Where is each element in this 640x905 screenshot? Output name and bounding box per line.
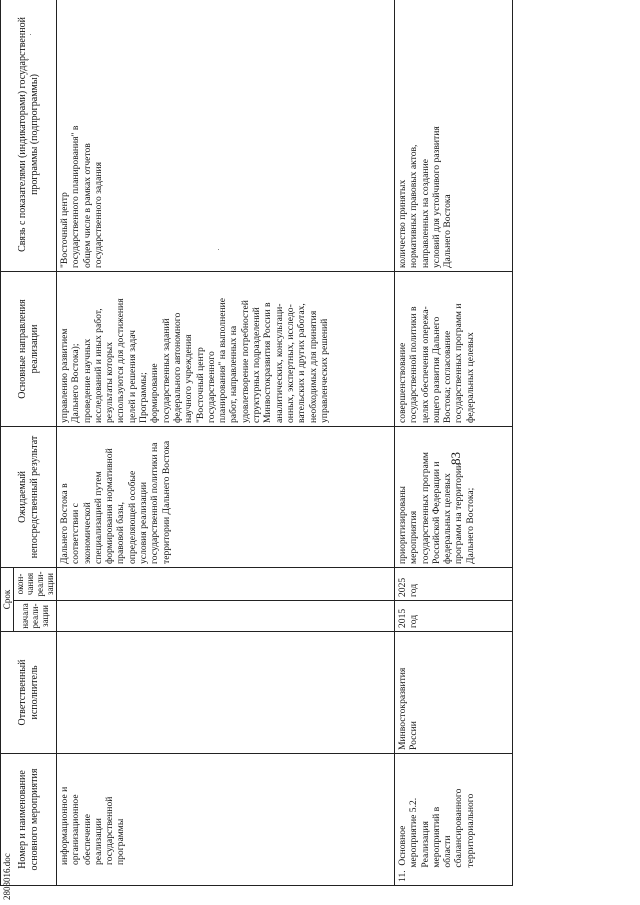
header-indicators-link: Связь с показателями (индикаторами) государственной программы (подпрограммы) [1, 0, 57, 271]
cell-executor [57, 632, 395, 754]
header-term-start: начала реали-зации [14, 601, 57, 632]
page-number: 83 [448, 452, 463, 465]
header-executor: Ответственный исполнитель [1, 632, 57, 754]
header-term: Срок [1, 567, 14, 631]
scan-speck [30, 34, 31, 35]
cell-expected-result: Дальнего Востока в соответствии с экономической специализацией путем формирования нормативной правовой базы, определяющей особые условия реализации государственной политики на территории Дальнего Востока [57, 426, 395, 567]
cell-indicators-link: количество принятых нормативных правовых актов, направленных на создание условий для устойчивого развития Дальнего Востока [395, 0, 513, 271]
cell-number-name: информационное и организационное обеспечение реализации государственной программы [57, 754, 395, 886]
table-row [57, 0, 395, 886]
cell-end [57, 567, 395, 600]
header-number-name: Номер и наименование основного мероприятия [1, 754, 57, 886]
cell-number-name: 11. Основное мероприятие 5.2. Реализация мероприятий в области сбалансированного территориального [395, 754, 513, 886]
table-header-row [1, 0, 14, 886]
scan-speck [28, 59, 29, 60]
scan-speck [218, 249, 219, 250]
document-id: 2803016.doc [2, 853, 12, 900]
cell-directions: совершенствование государственной политики в целях обеспечения опережа- ющего развития Дальнего Востока; согласование государственных программ и федеральных целевых [395, 271, 513, 426]
cell-indicators-link: "Восточный центр государственного планирования" в общем числе в рамках отчетов государственного задания [57, 0, 395, 271]
header-expected-result: Ожидаемый непосредственный результат [1, 426, 57, 567]
header-directions: Основные направления реализации [1, 271, 57, 426]
header-term-end: окон-чания реали-зации [14, 567, 57, 600]
table-row [395, 0, 513, 886]
cell-end: 2025 год [395, 567, 513, 600]
cell-executor: Минвостокразвития России [395, 632, 513, 754]
cell-expected-result: приоритизированы мероприятия государственных программ Российской Федерации и федеральных целевых программ на территории Дальнего Востока; [395, 426, 513, 567]
cell-directions: управлению развитием Дальнего Востока); проведение научных исследований и иных работ, результаты которых используются для достижения целей и решения задач Программы; формирование государственных заданий федерального автономного научного учреждения "Восточный центр государственного планирования" на выполнение работ, направленных на удовлетворение потребностей структурных подразделений Минвостокразвития России в аналитических, консультаци- онных, экспертных, исследо- вательских и других работах, необходимых для принятия управленческих решений [57, 271, 395, 426]
cell-start [57, 601, 395, 632]
cell-start: 2015 год [395, 601, 513, 632]
